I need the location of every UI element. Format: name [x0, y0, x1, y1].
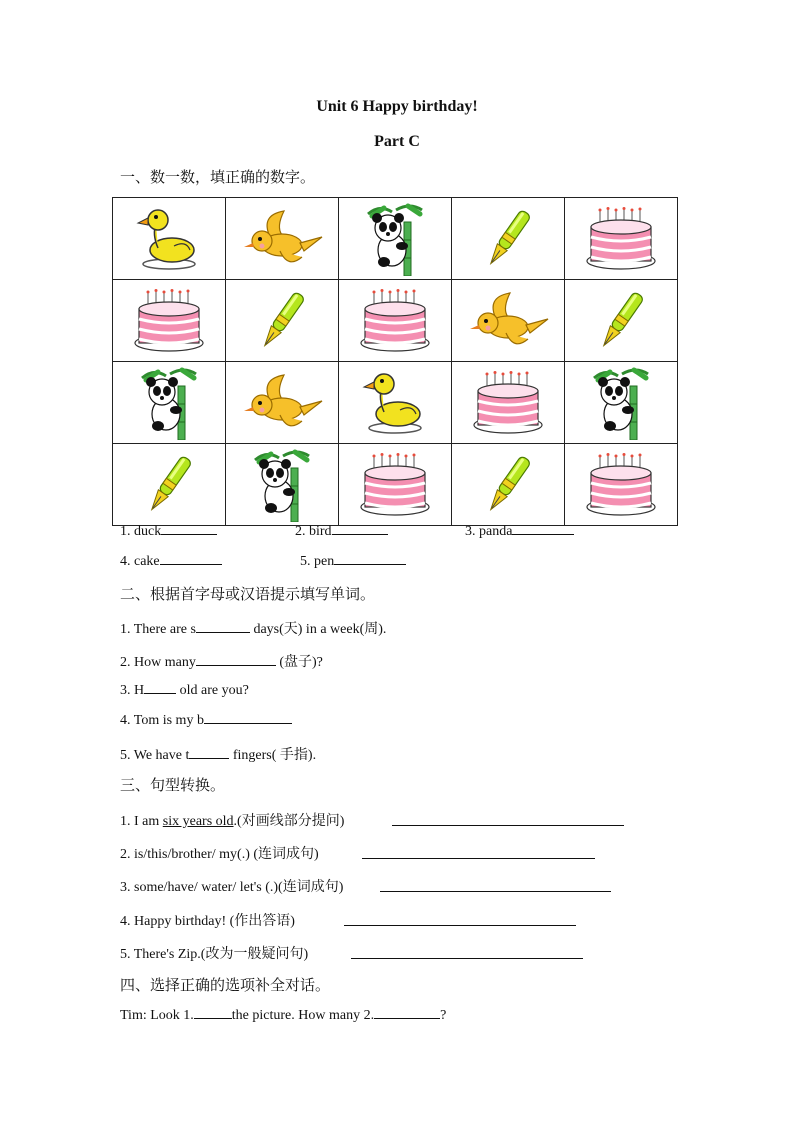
- grid-cell-pen: [452, 198, 565, 280]
- pen-icon: [596, 287, 646, 355]
- grid-row: [113, 444, 678, 526]
- grid-cell-cake: [113, 280, 226, 362]
- answer-cake: 4. cake: [120, 554, 222, 570]
- grid-cell-cake: [565, 198, 678, 280]
- grid-cell-cake: [565, 444, 678, 526]
- transform-item-1: 1. I am six years old.(对画线部分提问): [120, 814, 345, 829]
- fill-item-5: 5. We have t fingers( 手指).: [120, 748, 317, 763]
- grid-cell-pen: [113, 444, 226, 526]
- cake-icon: [358, 289, 432, 353]
- answer-blank[interactable]: [334, 563, 406, 565]
- answer-line-2[interactable]: [362, 857, 595, 859]
- grid-cell-panda: [565, 362, 678, 444]
- page-title: Unit 6 Happy birthday!: [316, 98, 478, 115]
- grid-cell-pen: [565, 280, 678, 362]
- answer-blank[interactable]: [161, 533, 217, 535]
- grid-cell-panda: [113, 362, 226, 444]
- fill-blank[interactable]: [189, 757, 229, 759]
- section1-heading: 一、数一数，填正确的数字。: [120, 168, 316, 186]
- transform-item-4: 4. Happy birthday! (作出答语): [120, 914, 295, 929]
- fill-item-1: 1. There are s days(天) in a week(周).: [120, 622, 387, 637]
- fill-blank[interactable]: [204, 722, 292, 724]
- pen-icon: [483, 451, 533, 519]
- duck-icon: [360, 368, 430, 438]
- cake-icon: [584, 207, 658, 271]
- answer-line-3[interactable]: [380, 890, 611, 892]
- grid-cell-cake: [452, 362, 565, 444]
- dialogue-blank-1[interactable]: [194, 1017, 232, 1019]
- answer-blank[interactable]: [160, 563, 222, 565]
- panda-icon: [136, 366, 202, 440]
- fill-item-4: 4. Tom is my b: [120, 713, 292, 729]
- transform-item-5: 5. There's Zip.(改为一般疑问句): [120, 947, 309, 962]
- page-subtitle: Part C: [374, 133, 420, 150]
- duck-icon: [134, 204, 204, 274]
- grid-cell-bird: [452, 280, 565, 362]
- pen-icon: [257, 287, 307, 355]
- cake-icon: [132, 289, 206, 353]
- answer-line-5[interactable]: [351, 957, 583, 959]
- fill-item-2: 2. How many (盘子)?: [120, 655, 323, 670]
- grid-cell-pen: [452, 444, 565, 526]
- picture-grid: [112, 197, 678, 526]
- grid-row: [113, 362, 678, 444]
- grid-cell-duck: [339, 362, 452, 444]
- answer-blank[interactable]: [512, 533, 574, 535]
- section3-heading: 三、句型转换。: [120, 776, 226, 794]
- transform-item-2: 2. is/this/brother/ my(.) (连词成句): [120, 847, 319, 862]
- fill-item-3: 3. H old are you?: [120, 683, 249, 698]
- panda-icon: [249, 448, 315, 522]
- section2-heading: 二、根据首字母或汉语提示填写单词。: [120, 585, 376, 603]
- panda-icon: [588, 366, 654, 440]
- answer-pen: 5. pen: [300, 554, 406, 570]
- transform-item-3: 3. some/have/ water/ let's (.)(连词成句): [120, 880, 344, 895]
- answer-line-1[interactable]: [392, 824, 624, 826]
- bird-icon: [240, 371, 324, 435]
- bird-icon: [240, 207, 324, 271]
- answer-panda: 3. panda: [465, 524, 574, 540]
- grid-cell-cake: [339, 444, 452, 526]
- grid-cell-pen: [226, 280, 339, 362]
- answer-blank[interactable]: [332, 533, 388, 535]
- dialogue-line-1: Tim: Look 1. the picture. How many 2. ?: [120, 1008, 447, 1023]
- fill-blank[interactable]: [196, 631, 250, 633]
- section4-heading: 四、选择正确的选项补全对话。: [120, 976, 331, 994]
- panda-icon: [362, 202, 428, 276]
- grid-cell-duck: [113, 198, 226, 280]
- grid-cell-cake: [339, 280, 452, 362]
- grid-row: [113, 280, 678, 362]
- cake-icon: [358, 453, 432, 517]
- fill-blank[interactable]: [196, 664, 276, 666]
- dialogue-blank-2[interactable]: [374, 1017, 440, 1019]
- grid-row: [113, 198, 678, 280]
- pen-icon: [144, 451, 194, 519]
- bird-icon: [466, 289, 550, 353]
- answer-line-4[interactable]: [344, 924, 576, 926]
- cake-icon: [471, 371, 545, 435]
- pen-icon: [483, 205, 533, 273]
- grid-cell-panda: [339, 198, 452, 280]
- cake-icon: [584, 453, 658, 517]
- answer-duck: 1. duck: [120, 524, 217, 540]
- answer-bird: 2. bird: [295, 524, 388, 540]
- grid-cell-bird: [226, 198, 339, 280]
- grid-cell-panda: [226, 444, 339, 526]
- grid-cell-bird: [226, 362, 339, 444]
- fill-blank[interactable]: [144, 692, 176, 694]
